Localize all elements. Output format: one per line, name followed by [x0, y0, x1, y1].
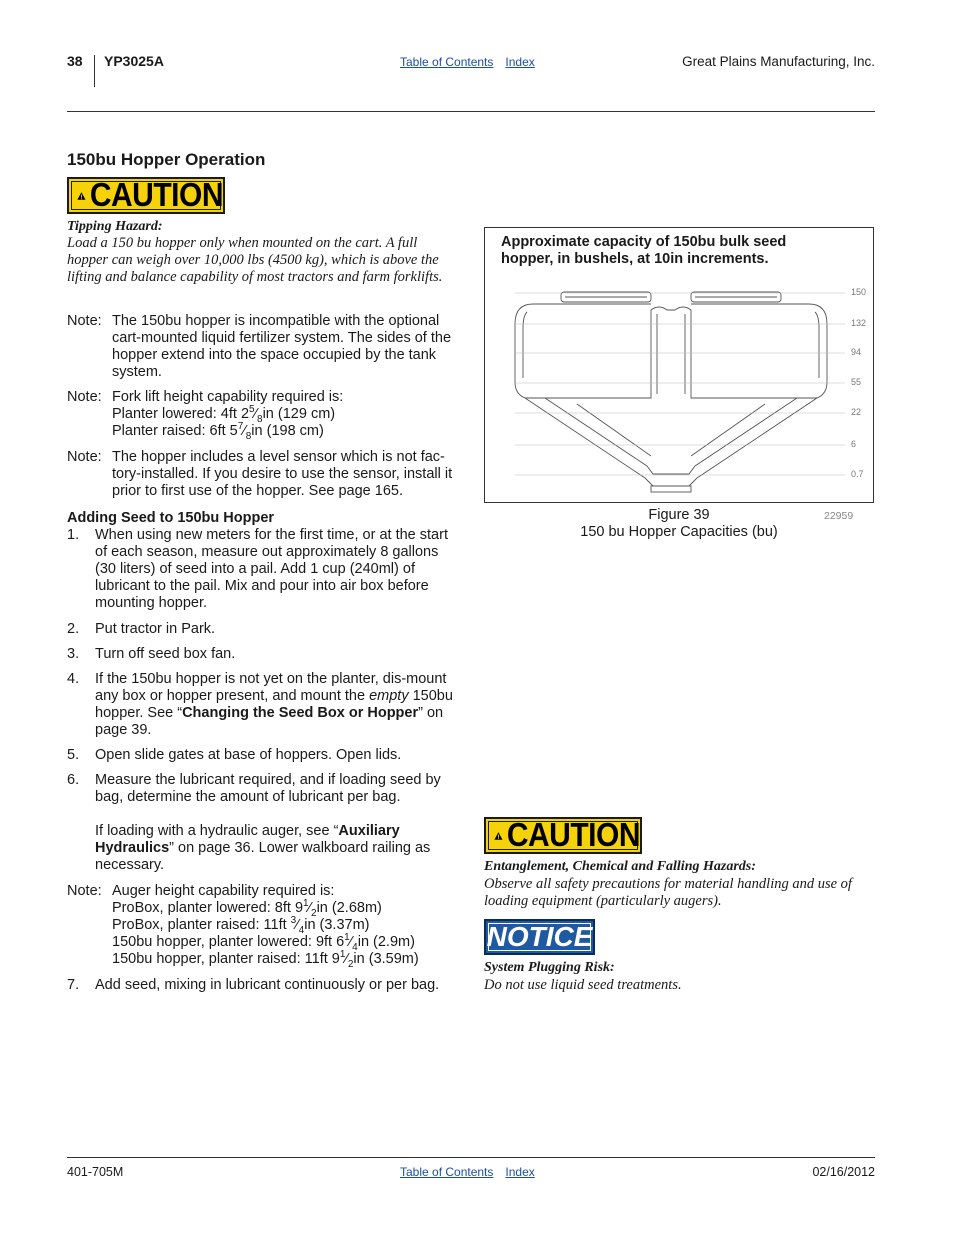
level-label: 150	[851, 287, 867, 297]
notice-badge	[484, 919, 595, 955]
step-3: 3. Turn off seed box fan.	[67, 646, 236, 662]
level-label: 132	[851, 318, 867, 328]
figure-label	[484, 507, 874, 541]
note-line: Fork lift height capability required is:	[112, 389, 344, 405]
note-forklift	[67, 389, 459, 440]
header-rule	[67, 111, 875, 112]
company-name: Great Plains Manufacturing, Inc.	[682, 54, 875, 69]
note-text: The 150bu hopper is incompatible with the optional cart-mounted liquid fertilizer system. The sides of the hopper extend into the space occupied by the tank system.	[112, 313, 452, 380]
footer-rule	[67, 1157, 875, 1158]
page-number: 38	[67, 53, 83, 69]
note-level-sensor	[67, 449, 459, 500]
notice-text: Do not use liquid seed treatments.	[484, 977, 682, 993]
note-text	[112, 389, 459, 440]
notice-title: System Plugging Risk:	[484, 960, 615, 975]
header-divider	[94, 55, 95, 87]
figure-caption: Approximate capacity of 150bu bulk seed hopper, in bushels, at 10in increments.	[501, 234, 787, 267]
doc-number: 401-705M	[67, 1165, 124, 1179]
step-4: 4. If the 150bu hopper is not yet on the planter, dis-mount any box or hopper present, and mount the empty 150bu hopper. See “Changing the Seed Box or Hopper” on page 39.	[67, 671, 453, 738]
index-link[interactable]: Index	[505, 1165, 535, 1179]
note-incompatible	[67, 313, 459, 381]
level-label: 22	[851, 407, 862, 417]
figure-title: 150 bu Hopper Capacities (bu)	[580, 524, 778, 540]
toc-link[interactable]: Table of Contents	[400, 55, 494, 69]
note-line: Planter lowered: 4ft $2^5⁄_8in$ (129 cm)	[112, 404, 336, 425]
link-changing-seed-box: Changing the Seed Box or Hopper	[182, 705, 419, 721]
doc-date: 02/16/2012	[812, 1165, 875, 1179]
caution-label: CAUTION	[506, 816, 640, 854]
subsection-heading: Adding Seed to 150bu Hopper	[67, 510, 275, 526]
hazard-text: Load a 150 bu hopper only when mounted on the cart. A full hopper can weigh over 10,000 lbs (4500 kg), which is above the lifting and balance capability of most tractors and farm forklifts.	[67, 235, 443, 285]
note-label: Note:	[67, 449, 102, 465]
notice-label: NOTICE	[486, 921, 593, 952]
hopper-diagram	[485, 228, 873, 502]
step-6: 6. Measure the lubricant required, and if loading seed by bag, determine the amount of lubricant per bag. If loading with a hydraulic auger, see “Auxiliary Hydraulics” on page 36. Lower walkboard railing as necessary.	[67, 772, 441, 873]
step-1: 1. When using new meters for the first time, or at the start of each season, measure out approximately 8 gallons (30 liters) of seed into a pail. Add 1 cup (240ml) of lubricant to the pail. Mix and pour into air box before mounting hopper.	[67, 527, 448, 611]
warning-triangle-icon	[77, 184, 86, 208]
level-label: 6	[851, 439, 857, 449]
footer-links	[400, 1165, 547, 1179]
note-auger-height: Note: Auger height capability required is: ProBox, planter lowered: 8ft $9^1⁄_2in$ (2.68m) ProBox, planter raised: 11ft $^3⁄_4in$ (3.37m) 150bu hopper, planter lowered: 9ft $6^1⁄_4in$ (2.9m) 150bu hopper, planter raised: 11ft $9^1⁄_2in$ (3.59m)	[67, 883, 419, 970]
hazard-text: Observe all safety precautions for material handling and use of loading equipment (particularly augers).	[484, 876, 852, 909]
step-5: 5. Open slide gates at base of hoppers. Open lids.	[67, 747, 402, 763]
index-link[interactable]: Index	[505, 55, 535, 69]
model-number: YP3025A	[104, 53, 164, 69]
level-label: 94	[851, 347, 862, 357]
hazard-title: Tipping Hazard:	[67, 219, 163, 234]
level-label: 0.7	[851, 469, 864, 479]
note-text: The hopper includes a level sensor which is not fac-tory-installed. If you desire to use the sensor, install it prior to first use of the hopper. See page 165.	[112, 449, 453, 499]
step-2: 2. Put tractor in Park.	[67, 621, 216, 637]
step-7: 7. Add seed, mixing in lubricant continuously or per bag.	[67, 977, 440, 993]
section-title: 150bu Hopper Operation	[67, 150, 266, 169]
figure-id: 22959	[824, 510, 854, 522]
hazard-title: Entanglement, Chemical and Falling Hazards:	[484, 859, 756, 874]
note-line: Planter raised: 6ft $5^7⁄_8in$ (198 cm)	[112, 421, 324, 442]
note-label: Note:	[67, 313, 102, 329]
figure-number: Figure 39	[648, 507, 710, 523]
caution-label: CAUTION	[89, 176, 223, 214]
link-auxiliary-hydraulics: Auxiliary Hydraulics	[95, 823, 400, 856]
header-links	[400, 55, 547, 69]
caution-badge	[67, 177, 225, 214]
level-label: 55	[851, 377, 862, 387]
figure-box	[484, 227, 874, 503]
caution-badge	[484, 817, 642, 854]
warning-triangle-icon	[494, 824, 503, 848]
note-label: Note:	[67, 389, 102, 405]
toc-link[interactable]: Table of Contents	[400, 1165, 494, 1179]
